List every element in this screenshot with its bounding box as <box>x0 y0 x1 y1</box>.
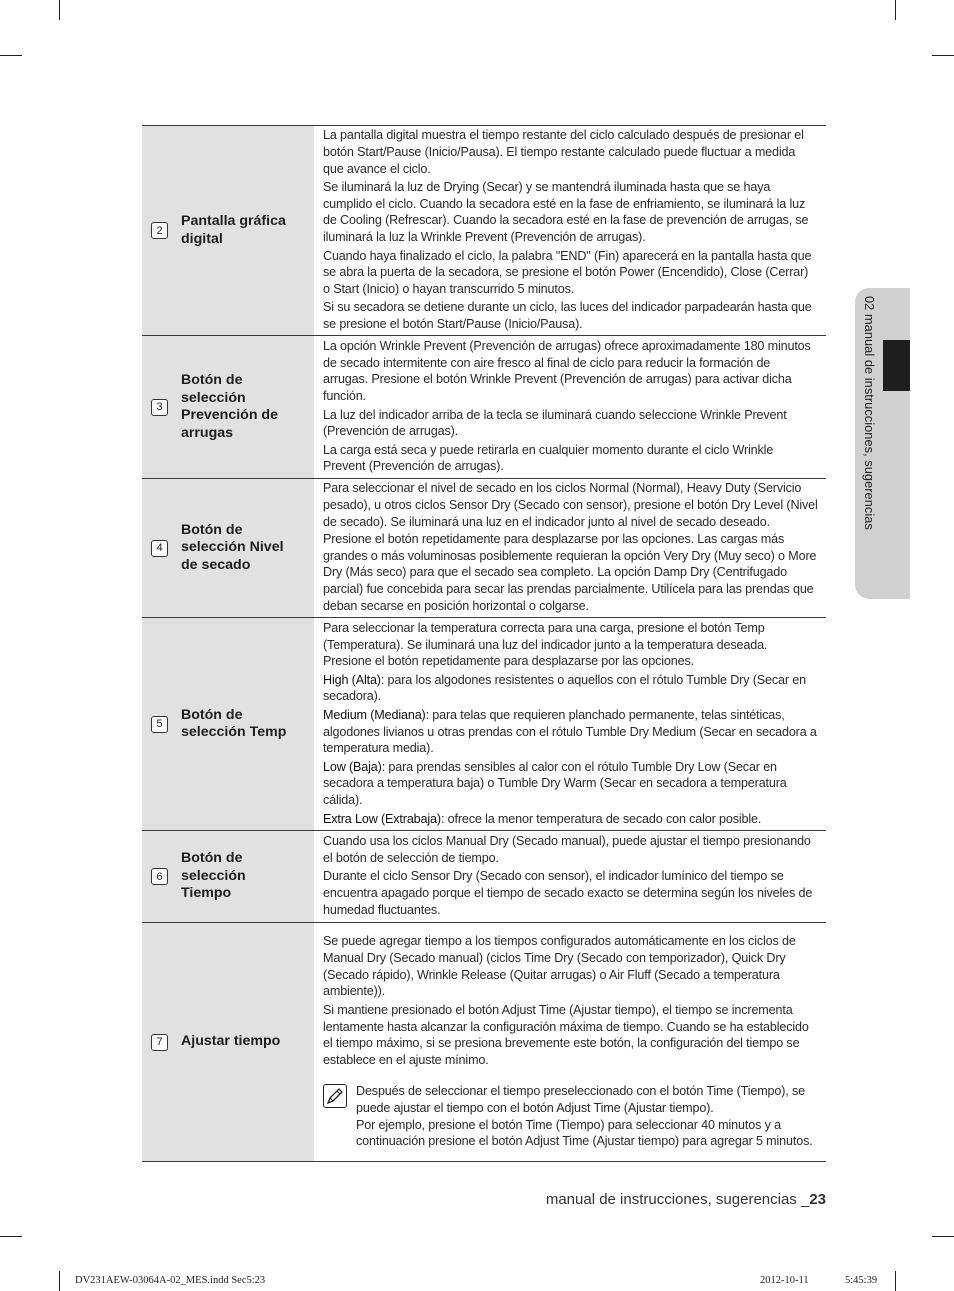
description-paragraph: Se iluminará la luz de Drying (Secar) y se mantendrá iluminada hasta que se haya cumplido el ciclo. Cuando la secadora esté en la fase de enfriamiento, se iluminará la luz de Cooling (Refrescar). Cuando la secadora esté en la fase de prevención de arrugas, se iluminará la luz la Wrinkle Prevent (Prevención de arrugas). <box>323 179 809 245</box>
chapter-marker <box>883 340 910 391</box>
temp-option-term: Medium (Mediana) <box>323 707 426 722</box>
slug-file: DV231AEW-03064A-02_MES.indd Sec5:23 <box>75 1275 266 1286</box>
row-label-cell <box>142 618 314 831</box>
control-name: Botón de selección Temp <box>181 706 287 741</box>
table-row <box>142 126 826 336</box>
row-description-cell <box>314 923 826 1162</box>
page-number: 23 <box>809 1191 826 1208</box>
temp-option-text: : para telas que requieren planchado permanente, telas sintéticas, algodones livianos u otras prendas con el rótulo Tumble Dry Medium (Secar en secadora a temperatura media). <box>323 707 817 756</box>
table-row <box>142 479 826 618</box>
control-name: Botón de selección Tiempo <box>181 850 246 902</box>
row-description-cell <box>314 126 826 336</box>
table-row <box>142 923 826 1162</box>
temp-option <box>323 672 818 706</box>
crop-mark <box>59 1271 60 1291</box>
description-paragraph: Para seleccionar el nivel de secado en los ciclos Normal (Normal), Heavy Duty (Servicio pesado), u otros ciclos Sensor Dry (Secado con sensor), presione el botón Dry Level (Nivel de secado). Se iluminará una luz en el indicador junto al nivel de secado deseado. Presione el botón repetidamente para desplazarse por las opciones. Las cargas más grandes o más voluminosas posiblemente requieran la opción Very Dry (Muy seco) o More Dry (Más seco) para que el secado sea completo. La opción Damp Dry (Centrifugado parcial) fue concebida para secar las prendas parcialmente. Utilícela para las prendas que deban secarse en posición horizontal o colgarse. <box>323 481 818 613</box>
crop-mark <box>59 0 60 20</box>
description-paragraph: Para seleccionar la temperatura correcta para una carga, presione el botón Temp (Temperatura). Se iluminará una luz del indicador junto a la temperatura deseada. Presione el botón repetidamente para desplazarse por las opciones. <box>323 620 768 669</box>
control-name: Ajustar tiempo <box>181 1033 281 1050</box>
note-box <box>323 1083 818 1150</box>
note-text <box>356 1083 818 1150</box>
row-label-cell <box>142 923 314 1162</box>
note-paragraph: Por ejemplo, presione el botón Time (Tiempo) para seleccionar 40 minutos y a continuación presione el botón Adjust Time (Ajustar tiempo) para agregar 5 minutos. <box>356 1117 813 1149</box>
control-name: Botón de selección Nivel de secado <box>181 521 284 573</box>
row-description-cell <box>314 336 826 479</box>
temp-option <box>323 759 818 809</box>
row-label-cell <box>142 479 314 618</box>
temp-option <box>323 707 818 757</box>
row-description-cell <box>314 831 826 923</box>
callout-number: 6 <box>151 868 168 885</box>
temp-option <box>323 811 818 828</box>
table-row <box>142 831 826 923</box>
note-pencil-icon <box>323 1084 347 1108</box>
temp-option-term: Low (Baja) <box>323 759 382 774</box>
temp-option-text: : ofrece la menor temperatura de secado con calor posible. <box>440 811 762 826</box>
control-name: Pantalla gráfica digital <box>181 213 286 247</box>
table-row <box>142 336 826 479</box>
description-paragraph: La pantalla digital muestra el tiempo restante del ciclo calculado después de presionar el botón Start/Pause (Inicio/Pausa). El tiempo restante calculado puede fluctuar a medida que avance el ciclo. <box>323 128 804 176</box>
row-label-cell <box>142 831 314 923</box>
crop-mark <box>932 1236 954 1237</box>
description-paragraph: La opción Wrinkle Prevent (Prevención de arrugas) ofrece aproximadamente 180 minutos de secado intermitente con aire fresco al final de ciclo para reducir la formación de arrugas. Presione el botón Wrinkle Prevent (Prevención de arrugas) para activar dicha función. <box>323 338 811 404</box>
description-paragraph: La luz del indicador arriba de la tecla se iluminará cuando seleccione Wrinkle Prevent (Prevención de arrugas). <box>323 407 787 439</box>
temp-option-term: Extra Low (Extrabaja) <box>323 811 441 826</box>
row-description-cell <box>314 618 826 831</box>
control-description-table <box>142 125 826 1162</box>
crop-mark <box>932 55 954 56</box>
callout-number: 7 <box>151 1034 168 1051</box>
temp-option-text: : para los algodones resistentes o aquellos con el rótulo Tumble Dry (Secar en secadora). <box>323 672 806 704</box>
row-label-cell <box>142 126 314 336</box>
description-paragraph: Si su secadora se detiene durante un ciclo, las luces del indicador parpadearán hasta que se presione el botón Start/Pause (Inicio/Pausa). <box>323 300 812 332</box>
temp-option-term: High (Alta) <box>323 672 381 687</box>
description-paragraph: Cuando usa los ciclos Manual Dry (Secado manual), puede ajustar el tiempo presionando el botón de selección de tiempo. <box>323 834 811 866</box>
callout-number: 2 <box>151 222 168 239</box>
crop-mark <box>895 1271 896 1291</box>
note-paragraph: Después de seleccionar el tiempo preseleccionado con el botón Time (Tiempo), se puede ajustar el tiempo con el botón Adjust Time (Ajustar tiempo). <box>356 1083 805 1115</box>
row-label-cell <box>142 336 314 479</box>
row-description-cell <box>314 479 826 618</box>
slug-date: 2012-10-11 <box>760 1275 809 1286</box>
description-paragraph: Se puede agregar tiempo a los tiempos configurados automáticamente en los ciclos de Manual Dry (Secado manual) (ciclos Time Dry (Secado con temporizador), Quick Dry (Secado rápido), Wrinkle Release (Quitar arrugas) o Air Fluff (Secado a temperatura ambiente)). <box>323 934 796 999</box>
callout-number: 5 <box>151 716 168 733</box>
description-paragraph: Cuando haya finalizado el ciclo, la palabra "END" (Fin) aparecerá en la pantalla hasta que se abra la puerta de la secadora, se presione el botón Power (Encendido), Close (Cerrar) o Start (Inicio) o hayan transcurrido 5 minutos. <box>323 248 812 297</box>
description-paragraph: Durante el ciclo Sensor Dry (Secado con sensor), el indicador lumínico del tiempo se encuentra apagado porque el tiempo de secado exacto se determina según los niveles de humedad fluctuantes. <box>323 869 813 917</box>
description-paragraph: Si mantiene presionado el botón Adjust Time (Ajustar tiempo), el tiempo se incrementa lentamente hasta alcanzar la configuración máxima de tiempo. Cuando se ha establecido el tiempo máximo, si se presiona brevemente este botón, la configuración del tiempo se establece en el ajuste mínimo. <box>323 1002 809 1068</box>
footer-text: manual de instrucciones, sugerencias _ <box>545 1191 810 1208</box>
callout-number: 3 <box>151 399 168 416</box>
chapter-title: 02 manual de instrucciones, sugerencias <box>862 296 877 530</box>
table-row <box>142 618 826 831</box>
crop-mark <box>0 1236 22 1237</box>
temp-option-text: : para prendas sensibles al calor con el rótulo Tumble Dry Low (Secar en secadora a temperatura baja) o Tumble Dry Warm (Secar en secadora a temperatura cálida). <box>323 759 787 808</box>
slug-time: 5:45:39 <box>845 1275 878 1286</box>
control-name: Botón de selección Prevención de arrugas <box>181 372 278 441</box>
description-paragraph: La carga está seca y puede retirarla en cualquier momento durante el ciclo Wrinkle Prevent (Prevención de arrugas). <box>323 442 774 474</box>
crop-mark <box>0 55 22 56</box>
callout-number: 4 <box>151 540 168 557</box>
crop-mark <box>895 0 896 20</box>
page-footer <box>546 1191 826 1208</box>
